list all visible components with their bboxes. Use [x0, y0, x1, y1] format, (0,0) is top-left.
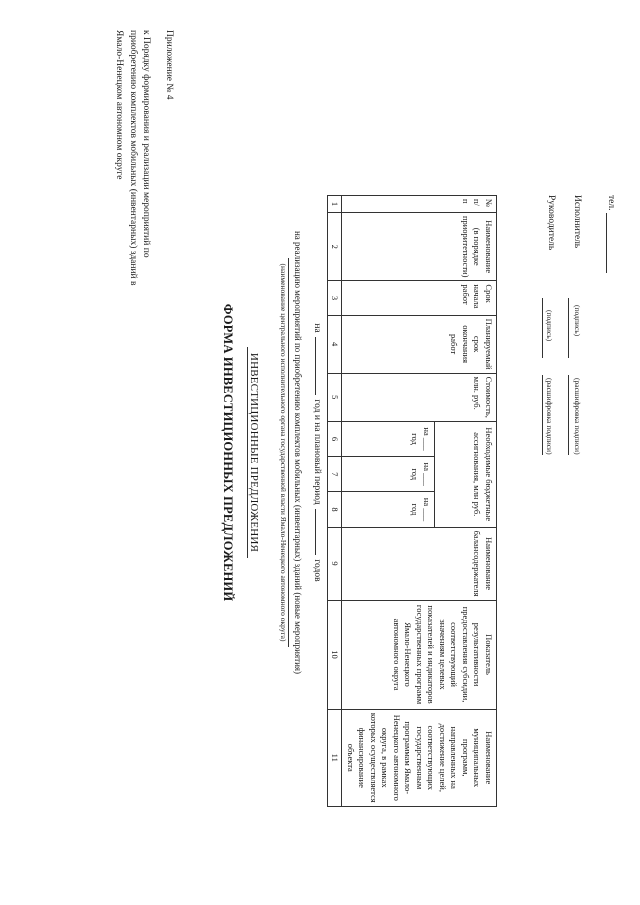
header-budget-year1: на ___ год	[342, 421, 434, 456]
header-name: Наименование (в порядке приоритетности)	[342, 212, 497, 280]
col-number: 9	[328, 527, 343, 600]
col-number: 2	[328, 212, 343, 280]
head-label: Руководитель	[546, 195, 556, 251]
executor-decode-line	[568, 375, 570, 455]
col-number: 1	[328, 196, 343, 213]
phone-label: тел.	[606, 195, 616, 211]
executor-signature-line	[568, 298, 570, 358]
period-blank	[315, 509, 316, 555]
head-row	[546, 195, 556, 250]
executor-decode-caption: (расшифровка подписи)	[573, 378, 582, 455]
header-num: № п/п	[342, 196, 497, 213]
col-number: 10	[328, 600, 343, 709]
period-middle: год и на плановый период	[312, 399, 322, 505]
head-decode-caption: (расшифровка подписи)	[545, 378, 554, 455]
header-budget-year3: на ___ год	[342, 492, 434, 527]
authority-caption: (наименование центрального исполнительного органа государственной власти Ямало-Ненецкого автономного округа)	[279, 258, 289, 648]
period-line	[312, 0, 322, 905]
col-number: 5	[328, 373, 343, 421]
column-numbers-row	[328, 196, 343, 807]
period-suffix: годов	[312, 559, 322, 582]
col-number: 7	[328, 457, 343, 492]
executor-signature-caption: (подпись)	[573, 305, 582, 337]
period-prefix: на	[312, 323, 322, 333]
appendix-number: Приложение № 4	[164, 30, 174, 100]
investment-table	[327, 195, 497, 807]
col-number: 3	[328, 281, 343, 315]
head-decode-line	[542, 375, 544, 455]
appendix-text: к Порядку формирования и реализации мероприятий по приобретению комплектов мобильных (инвентарных) зданий в Ямало-Ненецком автономном округе	[114, 30, 152, 286]
head-signature-line	[542, 298, 544, 358]
header-cost: Стоимость, млн. руб.	[342, 373, 497, 421]
executor-row	[572, 195, 582, 248]
header-holder: Наименование балансодержателя	[342, 527, 497, 600]
table-header-row	[434, 196, 496, 807]
form-subtitle: ИНВЕСТИЦИОННЫЕ ПРЕДЛОЖЕНИЯ	[247, 347, 260, 558]
col-number: 4	[328, 315, 343, 373]
head-signature-caption: (подпись)	[545, 310, 554, 342]
executor-label: Исполнитель	[572, 195, 582, 249]
year-blank	[315, 337, 316, 395]
header-programs: Наименование муниципальных программ, направленных на достижение целей, соответствующих государственным программам Ямало-Ненецкого автономного округа, в рамках которых осуществляется финансирование объекта	[342, 709, 497, 806]
col-number: 6	[328, 421, 343, 456]
phone-line	[606, 213, 608, 273]
header-end: Планируемый срок окончания работ	[342, 315, 497, 373]
form-title: ФОРМА ИНВЕСТИЦИОННЫХ ПРЕДЛОЖЕНИЙ	[221, 303, 235, 602]
col-number: 11	[328, 709, 343, 806]
header-budget-year2: на ___ год	[342, 457, 434, 492]
purpose-text: на реализацию мероприятий по приобретению комплектов мобильных (инвентарных) зданий (новые мероприятия)	[293, 230, 303, 675]
phone-row	[606, 195, 616, 273]
col-number: 8	[328, 492, 343, 527]
header-start: Срок начала работ	[342, 281, 497, 315]
appendix-block	[112, 30, 175, 310]
header-indicator: Показатель результативности предоставления субсидии, соответствующий значениям целевых показателей и индикаторов государственных программ Ямало-Ненецкого автономного округа	[342, 600, 497, 709]
header-budget: Необходимые бюджетные ассигнования, млн руб.	[434, 421, 496, 527]
